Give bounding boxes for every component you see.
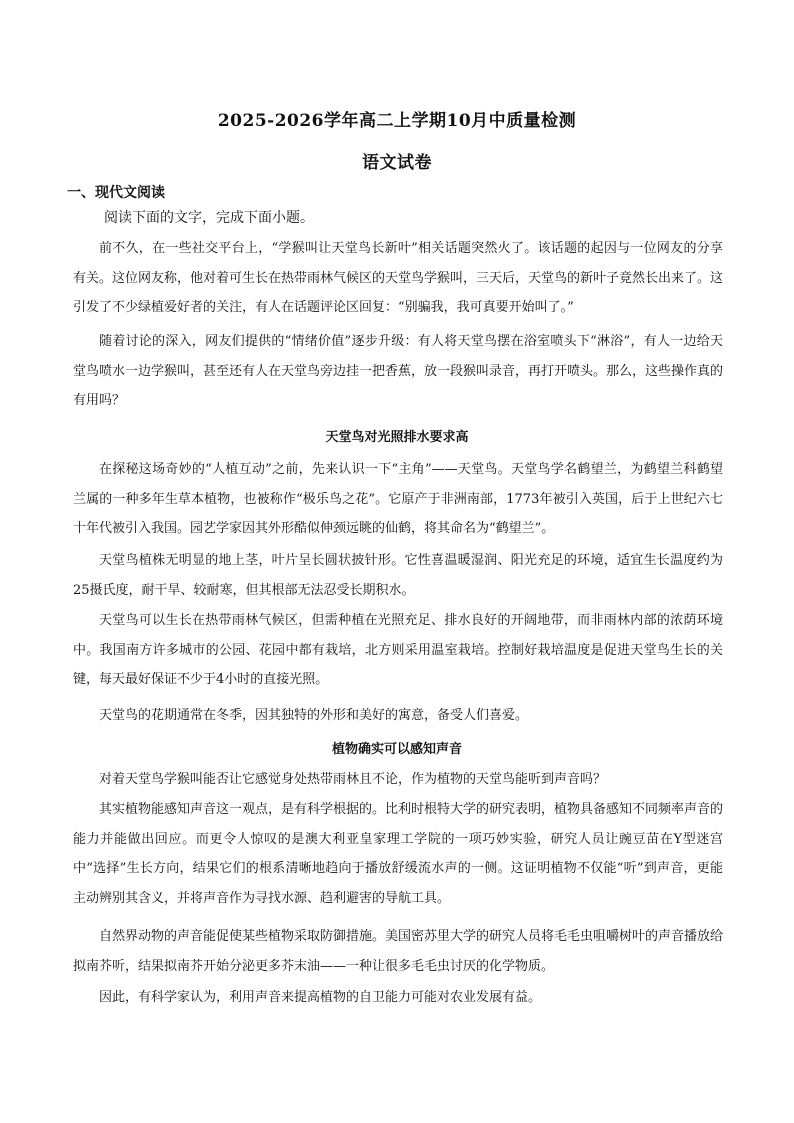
article-paragraph: 天堂鸟的花期通常在冬季，因其独特的外形和美好的寓意，备受人们喜爱。 (99, 708, 529, 723)
article-paragraph: 其实植物能感知声音这一观点，是有科学根据的。比利时根特大学的研究表明，植物具备感知不同频率声音的能力并能做出回应。而更令人惊叹的是澳大利亚皇家理工学院的一项巧妙实验，研究人员让豌豆苗在Y型迷宫中“选择”生长方向，结果它们的根系清晰地趋向于播放舒缓流水声的一侧。这证明植物不仅能“听”到声音，更能主动辨别其含义，并将声音作为寻找水源、趋利避害的导航工具。 (73, 802, 724, 906)
article-paragraph: 随着讨论的深入，网友们提供的“情绪价值”逐步升级：有人将天堂鸟摆在浴室喷头下“淋浴”，有人一边给天堂鸟喷水一边学猴叫，甚至还有人在天堂鸟旁边挂一把香蕉，放一段猴叫录音，再打开喷头。那么，这些操作真的有用吗？ (73, 334, 724, 408)
exam-subtitle: 语文试卷 (362, 153, 432, 173)
article-paragraph: 天堂鸟植株无明显的地上茎，叶片呈长圆状披针形。它性喜温暖湿润、阳光充足的环境，适宜生长温度约为25摄氏度，耐干旱、较耐寒，但其根部无法忍受长期积水。 (73, 553, 723, 598)
article-paragraph: 在探秘这场奇妙的“人植互动”之前，先来认识一下“主角”——天堂鸟。天堂鸟学名鹤望兰，为鹤望兰科鹤望兰属的一种多年生草本植物，也被称作“极乐鸟之花”。它原产于非洲南部，1773年被引入英国，后于上世纪六七十年代被引入我国。园艺学家因其外形酷似伸颈远眺的仙鹤，将其命名为“鹤望兰”。 (73, 462, 723, 536)
article-paragraph: 天堂鸟可以生长在热带雨林气候区，但需种植在光照充足、排水良好的开阔地带，而非雨林内部的浓荫环境中。我国南方许多城市的公园、花园中都有栽培，北方则采用温室栽培。控制好栽培温度是促进天堂鸟生长的关键，每天最好保证不少于4小时的直接光照。 (73, 613, 723, 687)
article-paragraph: 前不久，在一些社交平台上，“学猴叫让天堂鸟长新叶”相关话题突然火了。该话题的起因与一位网友的分享有关。这位网友称，他对着可生长在热带雨林气候区的天堂鸟学猴叫，三天后，天堂鸟的新叶子竟然长出来了。这引发了不少绿植爱好者的关注，有人在话题评论区回复：“别骗我，我可真要开始叫了。” (73, 241, 724, 315)
article-paragraph: 因此，有科学家认为，利用声音来提高植物的自卫能力可能对农业发展有益。 (99, 990, 542, 1005)
article-paragraph: 对着天堂鸟学猴叫能否让它感觉身处热带雨林且不论，作为植物的天堂鸟能听到声音吗？ (99, 772, 607, 787)
article-subheading: 植物确实可以感知声音 (331, 742, 462, 757)
exam-title: 2025-2026学年高二上学期10月中质量检测 (217, 111, 577, 131)
article-paragraph: 自然界动物的声音能促使某些植物采取防御措施。美国密苏里大学的研究人员将毛毛虫咀嚼树叶的声音播放给拟南芥听，结果拟南芥开始分泌更多芥末油——一种让很多毛毛虫讨厌的化学物质。 (73, 929, 724, 974)
section-instruction: 阅读下面的文字，完成下面小题。 (104, 210, 314, 226)
article-subheading: 天堂鸟对光照排水要求高 (325, 430, 469, 445)
section-heading: 一、现代文阅读 (67, 185, 165, 201)
